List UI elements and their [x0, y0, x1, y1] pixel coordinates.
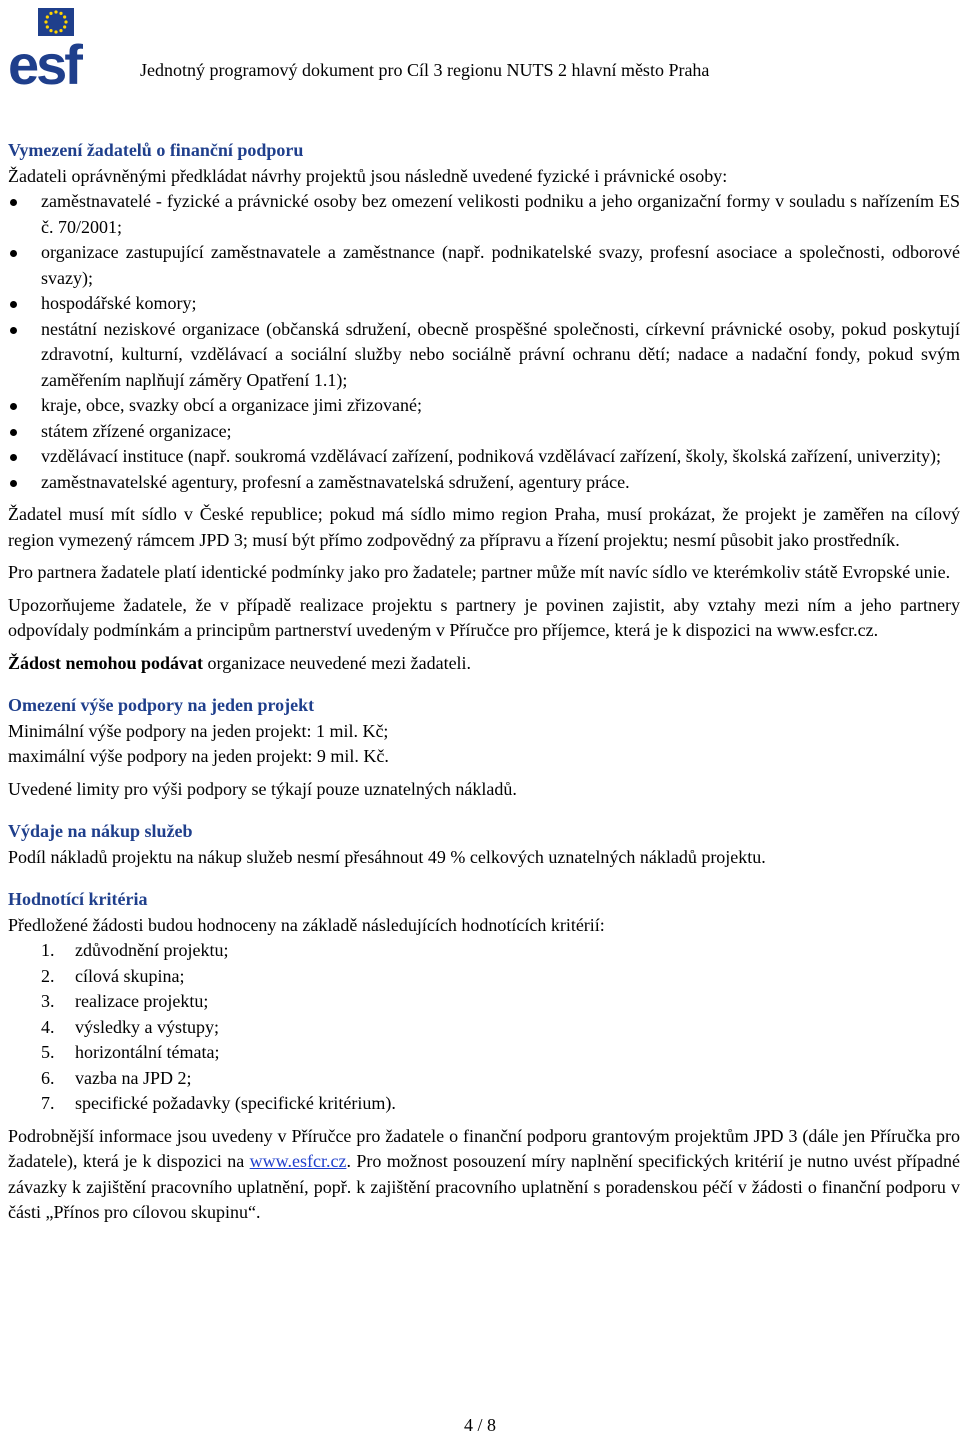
esf-logo: [8, 4, 106, 88]
star-icon: [64, 20, 67, 23]
list-item: vzdělávací instituce (např. soukromá vzdělávací zařízení, podniková vzdělávací zařízení, školy, školská zařízení, univerzity);: [8, 444, 960, 470]
paragraph-warning: Upozorňujeme žadatele, že v případě realizace projektu s partnery je povinen zajistit, aby vztahy mezi ním a jeho partnery odpovídaly podmínkám a principům partnerství uvedeným v Příručce pro příjemce, která je k dispozici na www.esfcr.cz.: [8, 594, 960, 640]
list-item: organizace zastupující zaměstnavatele a zaměstnance (např. podnikatelské svazy, profesní asociace a společnosti, odborové svazy);: [8, 240, 960, 291]
star-icon: [46, 15, 49, 18]
svg-text:esf: esf: [8, 33, 80, 88]
list-text: cílová skupina;: [75, 965, 185, 986]
section-heading-services: Výdaje na nákup služeb: [8, 821, 193, 841]
list-text: výsledky a výstupy;: [75, 1016, 219, 1037]
star-icon: [63, 15, 66, 18]
list-item: [8, 1015, 960, 1041]
list-text: realizace projektu;: [75, 991, 209, 1011]
list-item: [8, 1091, 960, 1117]
page-number: 4 / 8: [463, 1415, 496, 1435]
list-item: [8, 1040, 960, 1066]
list-item: kraje, obce, svazky obcí a organizace jimi zřizované;: [8, 393, 960, 419]
limit-max: maximální výše podpory na jeden projekt: 9 mil. Kč.: [8, 746, 389, 766]
star-icon: [63, 25, 66, 28]
limit-min: Minimální výše podpory na jeden projekt: 1 mil. Kč;: [8, 720, 389, 741]
list-number: 2.: [41, 965, 55, 986]
services-text: Podíl nákladů projektu na nákup služeb nesmí přesáhnout 49 % celkových uznatelných nákladů projektu.: [8, 846, 766, 867]
section-heading-limits: Omezení výše podpory na jeden projekt: [8, 695, 315, 715]
criteria-intro: Předložené žádosti budou hodnoceny na základě následujících hodnotících kritérií:: [8, 914, 605, 935]
section-heading-criteria: Hodnotící kritéria: [8, 889, 148, 909]
excluded-bold: Žádost nemohou podávat: [8, 652, 204, 673]
final-before: Podrobnější informace jsou uvedeny v Příručce pro žadatele o finanční podporu grantovým projektům JPD 3 (dále jen Příručka pro žadatele), která je k dispozici na: [8, 1125, 960, 1171]
page-content: [8, 138, 960, 1226]
applicants-list: [8, 189, 960, 495]
paragraph-seat: Žadatel musí mít sídlo v České republice; pokud má sídlo mimo region Praha, musí prokázat, že projekt je zaměřen na cílový region vymezený rámcem JPD 3; musí být přímo zodpovědný za přípravu a řízení projektu; nesmí působit jako prostředník.: [8, 504, 960, 550]
list-item: [8, 1066, 960, 1092]
star-icon: [59, 29, 62, 32]
list-number: 7.: [41, 1093, 55, 1113]
list-item: zaměstnavatelské agentury, profesní a zaměstnavatelská sdružení, agentury práce.: [8, 470, 960, 496]
list-number: 5.: [41, 1042, 55, 1062]
list-text: specifické požadavky (specifické kritérium).: [75, 1093, 396, 1113]
list-number: 4.: [41, 1016, 55, 1037]
criteria-list: [8, 938, 960, 1117]
paragraph-excluded: [8, 651, 960, 677]
list-number: 1.: [41, 940, 55, 960]
list-item: [8, 989, 960, 1015]
star-icon: [44, 20, 47, 23]
section-heading-applicants: Vymezení žadatelů o finanční podporu: [8, 140, 304, 160]
applicants-intro: Žadateli oprávněnými předkládat návrhy projektů jsou následně uvedené fyzické i právnické osoby:: [8, 165, 728, 186]
limit-note: Uvedené limity pro výši podpory se týkají pouze uznatelných nákladů.: [8, 778, 517, 799]
list-item: [8, 964, 960, 990]
document-title: Jednotný programový dokument pro Cíl 3 regionu NUTS 2 hlavní město Praha: [140, 60, 710, 80]
star-icon: [49, 12, 52, 15]
list-text: horizontální témata;: [75, 1042, 220, 1062]
final-after: . Pro možnost posouzení míry naplnění specifických kritérií je nutno uvést případné závazky k zajištění pracovního uplatnění, popř. k zajištění pracovního uplatnění s poradenskou péčí v žádosti o finanční podporu v části „Přínos pro cílovou skupinu“.: [8, 1151, 960, 1222]
list-item: [8, 938, 960, 964]
list-item: nestátní neziskové organizace (občanská sdružení, obecně prospěšné společnosti, církevní právnické osoby, pokud poskytují zdravotní, kulturní, vzdělávací a sociální služby nebo sociálně právní ochranu dětí; nadace a nadační fondy, pokud svým zaměřením naplňují záměry Opatření 1.1);: [8, 317, 960, 394]
list-text: vazba na JPD 2;: [75, 1067, 192, 1088]
list-item: státem zřízené organizace;: [8, 419, 960, 445]
page-header: [8, 4, 948, 90]
star-icon: [49, 29, 52, 32]
list-text: zdůvodnění projektu;: [75, 940, 229, 960]
star-icon: [54, 10, 57, 13]
paragraph-partner: Pro partnera žadatele platí identické podmínky jako pro žadatele; partner může mít navíc sídlo ve kterémkoliv státě Evropské unie.: [8, 562, 951, 582]
paragraph-final: [8, 1124, 960, 1226]
list-item: hospodářské komory;: [8, 291, 960, 317]
star-icon: [46, 25, 49, 28]
list-item: zaměstnavatelé - fyzické a právnické osoby bez omezení velikosti podniku a jeho organizační formy v souladu s nařízením ES č. 70/2001;: [8, 189, 960, 240]
excluded-rest: organizace neuvedené mezi žadateli.: [203, 652, 472, 673]
esfcr-link[interactable]: www.esfcr.cz: [249, 1151, 347, 1171]
list-number: 3.: [41, 991, 55, 1011]
list-number: 6.: [41, 1067, 55, 1088]
star-icon: [59, 12, 62, 15]
